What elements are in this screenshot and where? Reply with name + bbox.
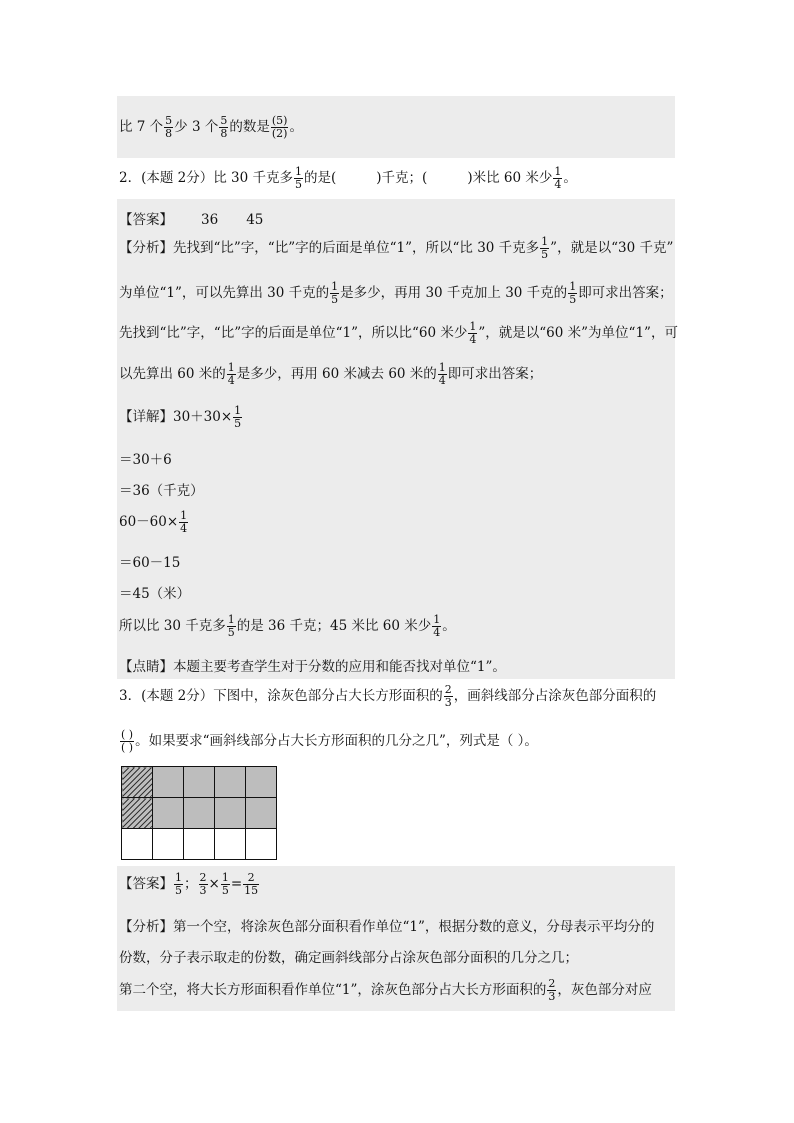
fraction: $\frac{1}{4}$ — [180, 509, 188, 535]
text: 【分析】先找到“比”字，“比”字的后面是单位“1”，所以“比 30 千克多 — [119, 240, 540, 256]
white-cell — [215, 829, 246, 860]
text: ”，就是以“60 米”为单位“1”，可 — [478, 325, 678, 341]
fraction: $\frac{1}{5}$ — [227, 613, 235, 639]
gray-cell — [184, 767, 215, 798]
answer-value: 45 — [246, 212, 264, 228]
text: 少 3 个 — [174, 119, 219, 135]
analysis-line: 份数，分子表示取走的份数，确定画斜线部分占涂灰色部分面积的几分之几； — [119, 950, 578, 966]
fraction: $\frac{5}{8}$ — [220, 114, 228, 140]
text: 比 7 个 — [119, 119, 164, 135]
comment-line: 【点睛】本题主要考查学生对于分数的应用和能否找对单位“1”。 — [119, 659, 506, 675]
text: ； — [184, 876, 198, 892]
text: = — [230, 876, 243, 892]
fraction: $\frac{1}{5}$ — [569, 280, 577, 306]
fraction: $\frac{1}{5}$ — [541, 235, 549, 261]
text: 以先算出 60 米的 — [119, 366, 226, 382]
fraction: $\frac{1}{5}$ — [295, 165, 302, 191]
text: 2．(本题 2分）比 30 千克多 — [119, 170, 293, 186]
gray-cell — [215, 767, 246, 798]
analysis-line — [119, 321, 678, 346]
detail-line — [119, 405, 243, 430]
gray-cell — [246, 798, 277, 829]
calc-step: ＝60－15 — [119, 555, 181, 571]
analysis-line — [119, 978, 652, 1003]
answer-label: 【答案】 — [119, 876, 173, 892]
text: )米比 60 米少 — [467, 170, 553, 186]
calc-step — [119, 510, 189, 535]
calc-step: ＝30＋6 — [119, 452, 172, 468]
question-3-line-2 — [119, 729, 538, 754]
fraction-blank: $\frac{( )}{( )}$ — [121, 728, 134, 754]
fraction: $\frac{1}{5}$ — [175, 871, 182, 897]
text: 。 — [563, 170, 577, 186]
rectangle-grid-figure — [121, 766, 277, 860]
calc-step: ＝45（米） — [119, 586, 191, 602]
text: 。 — [442, 618, 456, 634]
analysis-line — [119, 362, 542, 387]
fraction: $\frac{1}{5}$ — [234, 404, 242, 430]
hatched-cell — [122, 798, 153, 829]
previous-analysis-line — [119, 115, 303, 140]
fraction: $\frac{2}{3}$ — [548, 977, 556, 1003]
text: 为单位“1”，可以先算出 30 千克的 — [119, 285, 330, 301]
gray-cell — [246, 767, 277, 798]
fraction: $\frac{(5)}{(2)}$ — [271, 114, 288, 140]
white-cell — [184, 829, 215, 860]
analysis-line — [119, 281, 673, 306]
answer-line — [119, 208, 263, 228]
text: ”，就是以“30 千克” — [550, 240, 674, 256]
gray-cell — [153, 798, 184, 829]
white-cell — [122, 829, 153, 860]
text: 【详解】30＋30× — [119, 409, 233, 425]
text: 的是( — [304, 170, 337, 186]
white-cell — [153, 829, 184, 860]
text: 是多少，再用 30 千克加上 30 千克的 — [340, 285, 568, 301]
fraction: $\frac{1}{4}$ — [469, 320, 477, 346]
analysis-line: 【分析】第一个空，将涂灰色部分面积看作单位“1”，根据分数的意义，分母表示平均分的 — [119, 919, 655, 935]
gray-cell — [153, 767, 184, 798]
gray-cell — [215, 798, 246, 829]
text: × — [208, 876, 220, 892]
text: 第二个空，将大长方形面积看作单位“1”，涂灰色部分占大长方形面积的 — [119, 982, 547, 998]
text: )千克；( — [376, 170, 428, 186]
fraction: $\frac{1}{4}$ — [433, 613, 441, 639]
fraction: $\frac{1}{5}$ — [221, 871, 229, 897]
text: 的数是 — [229, 119, 270, 135]
fraction: $\frac{5}{8}$ — [165, 114, 173, 140]
answer-panel-q2 — [117, 199, 675, 679]
fraction: $\frac{2}{3}$ — [199, 871, 207, 897]
answer-line — [119, 872, 260, 897]
text: ，画斜线部分占涂灰色部分面积的 — [453, 688, 657, 704]
text: 的是 36 千克；45 米比 60 米少 — [236, 618, 432, 634]
text: 。 — [289, 119, 303, 135]
answer-value: 36 — [201, 212, 219, 228]
hatched-cell — [122, 767, 153, 798]
text: ，灰色部分对应 — [557, 982, 652, 998]
gray-cell — [184, 798, 215, 829]
question-2 — [119, 166, 577, 191]
analysis-line — [119, 236, 673, 261]
answer-label: 【答案】 — [119, 212, 173, 228]
fraction: $\frac{2}{3}$ — [444, 683, 452, 709]
fraction: $\frac{1}{4}$ — [554, 165, 562, 191]
text: 60－60× — [119, 514, 179, 530]
fraction: $\frac{1}{5}$ — [331, 280, 339, 306]
text: 。如果要求“画斜线部分占大长方形面积的几分之几”，列式是（ ）。 — [135, 733, 538, 749]
fraction: $\frac{1}{4}$ — [227, 361, 235, 387]
conclusion-line — [119, 614, 456, 639]
text: 先找到“比”字，“比”字的后面是单位“1”，所以比“60 米少 — [119, 325, 468, 341]
fraction: $\frac{2}{15}$ — [244, 871, 259, 897]
text: 即可求出答案； — [578, 285, 673, 301]
question-3 — [119, 684, 656, 709]
fraction: $\frac{1}{4}$ — [438, 361, 446, 387]
text: 即可求出答案； — [447, 366, 543, 382]
text: 3．(本题 2分）下图中，涂灰色部分占大长方形面积的 — [119, 688, 443, 704]
white-cell — [246, 829, 277, 860]
calc-step: ＝36（千克） — [119, 483, 204, 499]
text: 所以比 30 千克多 — [119, 618, 226, 634]
text: 是多少，再用 60 米减去 60 米的 — [236, 366, 437, 382]
